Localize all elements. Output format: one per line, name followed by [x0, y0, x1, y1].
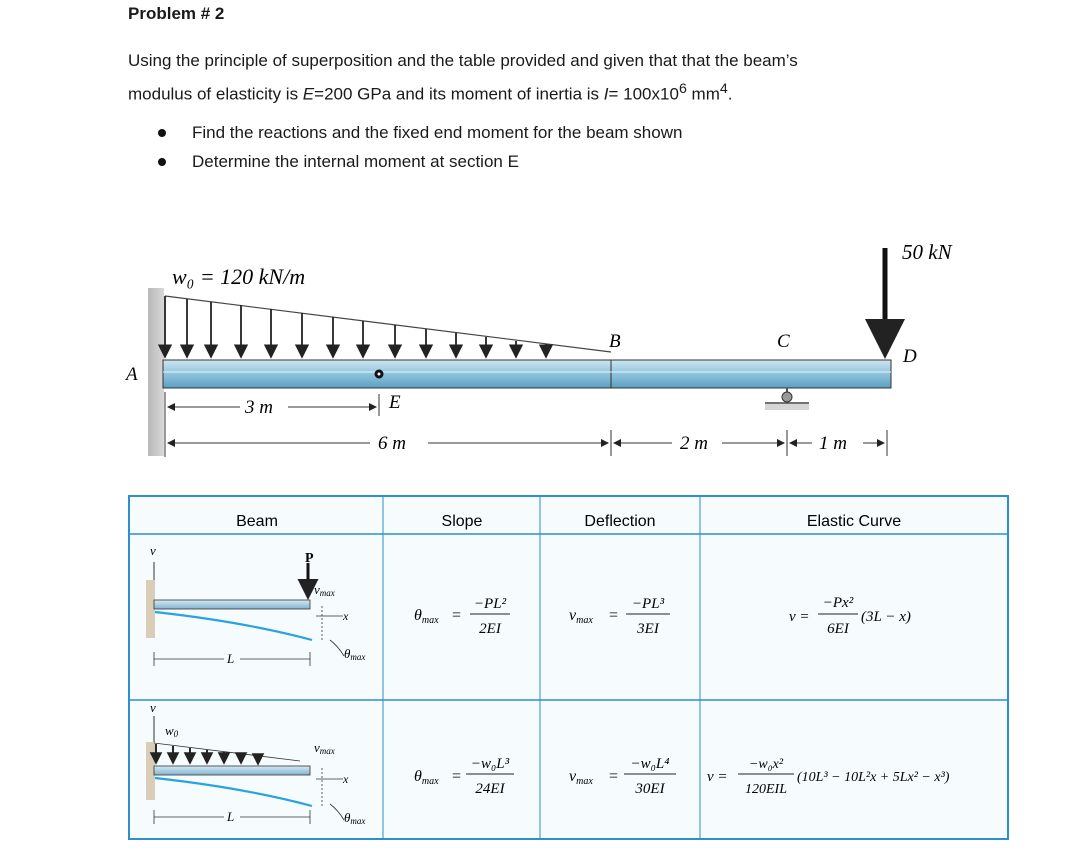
- i-value: = 100x10: [608, 84, 679, 104]
- task-item: Determine the internal moment at section E: [158, 147, 682, 176]
- dim-2m: 2 m: [680, 433, 708, 454]
- curve-den: 120EIL: [745, 782, 787, 797]
- header-elastic-curve: Elastic Curve: [806, 513, 902, 530]
- row1-L-label: L: [227, 651, 235, 666]
- slope-eq: =: [452, 768, 462, 785]
- curve-num: −Px²: [822, 595, 854, 611]
- slope-num: −w₀L³: [470, 756, 510, 772]
- deflection-den: 3EI: [637, 621, 659, 637]
- row1-beam: [154, 600, 310, 609]
- row2-vmax: vmax: [314, 740, 335, 756]
- problem-title: Problem # 2: [128, 4, 225, 23]
- deflection-num: −PL³: [631, 596, 665, 612]
- row1-theta: θmax: [344, 646, 366, 662]
- header-deflection: Deflection: [584, 513, 656, 530]
- curve-tail: (10L³ − 10L²x + 5Lx² − x³): [797, 770, 950, 785]
- row2-theta: θmax: [344, 810, 366, 826]
- label-d: D: [903, 346, 917, 367]
- slope-den: 24EI: [475, 781, 505, 797]
- row2-load-label: w0: [165, 723, 179, 739]
- deflection-lhs: vmax: [569, 768, 593, 787]
- deflection-den: 30EI: [635, 781, 665, 797]
- row2-x-label: x: [343, 772, 349, 786]
- row2-beam: [154, 766, 310, 775]
- slope-num: −PL²: [473, 596, 507, 612]
- row1-vmax: vmax: [314, 582, 335, 598]
- row2-v-axis: v: [150, 700, 156, 715]
- deflection-lhs: vmax: [569, 607, 593, 626]
- header-beam: Beam: [236, 513, 278, 530]
- e-symbol: E: [302, 84, 315, 104]
- curve-num: −w₀x²: [748, 757, 784, 772]
- slope-lhs: θmax: [414, 768, 439, 787]
- label-b: B: [609, 331, 621, 352]
- statement-line-2: modulus of elasticity is E=200 GPa and its moment of inertia is $I= 100x10^6$ $mm^4$.: [128, 81, 733, 104]
- dim-6m: 6 m: [378, 433, 406, 454]
- header-slope: Slope: [441, 513, 483, 530]
- slope-eq: =: [452, 607, 462, 624]
- row1-load-label: P: [305, 551, 314, 566]
- load-label: w₀ = 120 kN/m: [172, 264, 306, 289]
- row2-L-label: L: [227, 809, 235, 824]
- task-item: Find the reactions and the fixed end moment for the beam shown: [158, 118, 682, 147]
- row1-x-label: x: [343, 609, 349, 623]
- statement-line-1: Using the principle of superposition and the table provided and given that that the beam’s: [128, 51, 798, 70]
- curve-den: 6EI: [827, 621, 849, 637]
- curve-lhs: v =: [707, 769, 728, 785]
- curve-lhs: v =: [789, 609, 810, 625]
- deflection-num: −w₀L⁴: [630, 756, 670, 772]
- deflection-eq: =: [609, 607, 619, 624]
- deflection-eq: =: [609, 768, 619, 785]
- table-frame: [129, 496, 1008, 839]
- dim-3m: 3 m: [245, 397, 273, 418]
- label-e: E: [389, 392, 401, 413]
- slope-den: 2EI: [479, 621, 501, 637]
- i-symbol: I: [603, 84, 609, 104]
- e-value: =200 GPa: [314, 84, 392, 104]
- point-load-label: 50 kN: [902, 240, 952, 264]
- label-c: C: [777, 331, 790, 352]
- row1-v-axis: v: [150, 543, 156, 558]
- dim-1m: 1 m: [819, 433, 847, 454]
- label-a: A: [126, 364, 138, 385]
- curve-tail: (3L − x): [861, 609, 911, 625]
- slope-lhs: θmax: [414, 607, 439, 626]
